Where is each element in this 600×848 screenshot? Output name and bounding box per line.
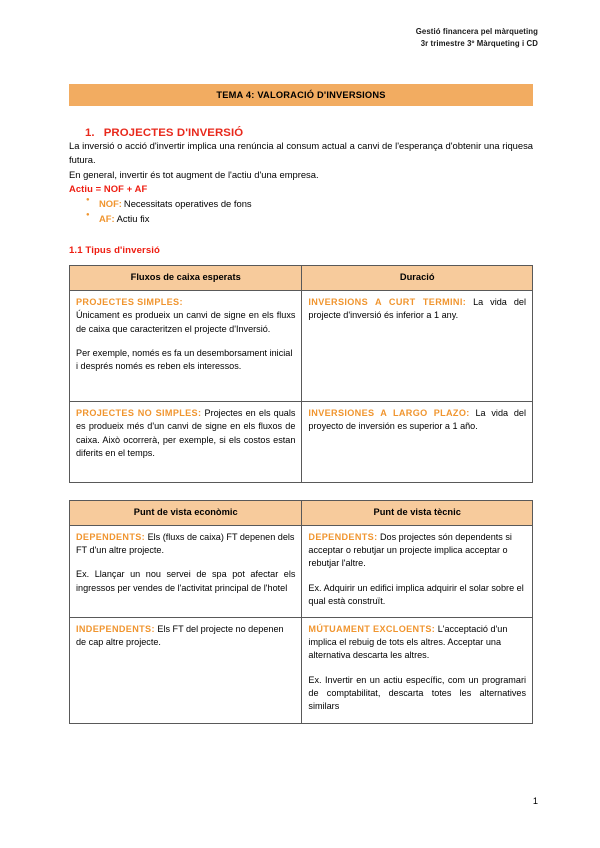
section-number: 1. (85, 127, 95, 139)
table-tipus-inversio (69, 265, 533, 483)
table-header-row (70, 266, 533, 291)
table-row (70, 402, 533, 483)
cell-label: PROJECTES SIMPLES: (76, 297, 183, 308)
table-punts-de-vista (69, 500, 533, 724)
table-cell (70, 291, 302, 402)
cell-text: L'acceptació d'un implica el rebuig de tots els altres. Acceptar una alternativa descarta les altres. (308, 623, 508, 661)
cell-paragraph: Per exemple, només es fa un desemborsament inicial i després només es reben els interessos. (76, 348, 293, 372)
page-number: 1 (532, 796, 538, 806)
table-row (70, 291, 533, 402)
table-header-cell: Punt de vista tècnic (302, 501, 533, 526)
cell-paragraph: Ex. Invertir en un actiu específic, com un programari de comptabilitat, descarta totes les alternatives similars (308, 674, 526, 712)
bullet-list (69, 196, 533, 226)
cell-label: PROJECTES NO SIMPLES: (76, 408, 202, 419)
cell-text: Els FT del projecte no depenen de cap altre projecte. (76, 623, 284, 648)
bullet-tag-nof: NOF: (99, 197, 122, 209)
cell-text: Dos projectes són dependents si acceptar o rebutjar un projecte implica acceptar o rebutjar l'altre. (308, 531, 512, 569)
cell-text: Els (fluxs de caixa) FT depenen dels FT d'un altre projecte. (76, 531, 295, 556)
cell-text: La vida del projecte d'inversió és inferior a 1 any. (308, 297, 526, 321)
document-content (69, 84, 533, 724)
bullet-text-nof: Necessitats operatives de fons (123, 197, 252, 209)
table-header-cell: Fluxos de caixa esperats (70, 266, 302, 291)
intro-paragraph-1: La inversió o acció d'invertir implica una renúncia al consum actual a canvi de l'esperança d'obtenir una riquesa futura. (69, 140, 533, 166)
table-cell (70, 525, 302, 617)
subsection-heading: 1.1 Tipus d'inversió (69, 245, 161, 257)
table-row (70, 617, 533, 723)
cell-paragraph: Únicament es produeix un canvi de signe en els fluxs de caixa que caracteritzen el projecte d'Inversió. (76, 310, 296, 334)
cell-paragraph (76, 623, 295, 650)
bullet-tag-af: AF: (99, 213, 115, 225)
bullet-text-af: Actiu fix (116, 213, 150, 225)
list-item (99, 211, 533, 226)
cell-label: DEPENDENTS: (76, 531, 146, 542)
cell-paragraph (76, 531, 295, 558)
cell-text: La vida del proyecto de inversión es superior a 1 año. (308, 408, 526, 432)
cell-paragraph: Ex. Llançar un nou servei de spa pot afectar els ingressos per vendes de l'activitat principal de l'hotel (76, 569, 296, 593)
formula-actiu: Actiu = NOF + AF (69, 182, 148, 194)
cell-label: INDEPENDENTS: (76, 623, 155, 634)
table-cell (302, 617, 533, 723)
cell-label: MÚTUAMENT EXCLOENTS: (308, 623, 436, 634)
intro-paragraph-2: En general, invertir és tot augment de l'actiu d'una empresa. (69, 168, 319, 180)
cell-label: INVERSIONS A CURT TERMINI: (308, 297, 467, 308)
section-title: PROJECTES D'INVERSIÓ (103, 127, 244, 139)
table-header-cell: Punt de vista econòmic (70, 501, 302, 526)
table-cell (302, 291, 533, 402)
running-header (416, 26, 538, 50)
list-item (99, 196, 533, 211)
table-row (70, 525, 533, 617)
section-heading (85, 127, 533, 139)
table-header-row (70, 501, 533, 526)
running-header-line-2: 3r trimestre 3º Màrqueting i CD (420, 39, 538, 49)
cell-label: DEPENDENTS: (308, 531, 378, 542)
table-cell (70, 617, 302, 723)
cell-paragraph (308, 623, 526, 663)
cell-text: Projectes en els quals es produeix més d'un canvi de signe en els fluxos de caixa. Això ocorrerà, per exemple, si els costos estan diferits en el temps. (76, 408, 296, 459)
cell-paragraph (76, 407, 295, 460)
cell-paragraph: Ex. Adquirir un edifici implica adquirir el solar sobre el qual està construït. (308, 582, 524, 607)
table-cell (70, 402, 302, 483)
table-cell (302, 402, 533, 483)
cell-paragraph (308, 407, 526, 434)
cell-label: INVERSIONES A LARGO PLAZO: (308, 408, 470, 419)
cell-paragraph (76, 296, 295, 309)
cell-paragraph (308, 531, 526, 571)
table-cell (302, 525, 533, 617)
table-header-cell: Duració (302, 266, 533, 291)
title-banner: TEMA 4: VALORACIÓ D'INVERSIONS (69, 84, 533, 106)
cell-paragraph (308, 296, 526, 323)
running-header-line-1: Gestió financera pel màrqueting (415, 27, 538, 36)
